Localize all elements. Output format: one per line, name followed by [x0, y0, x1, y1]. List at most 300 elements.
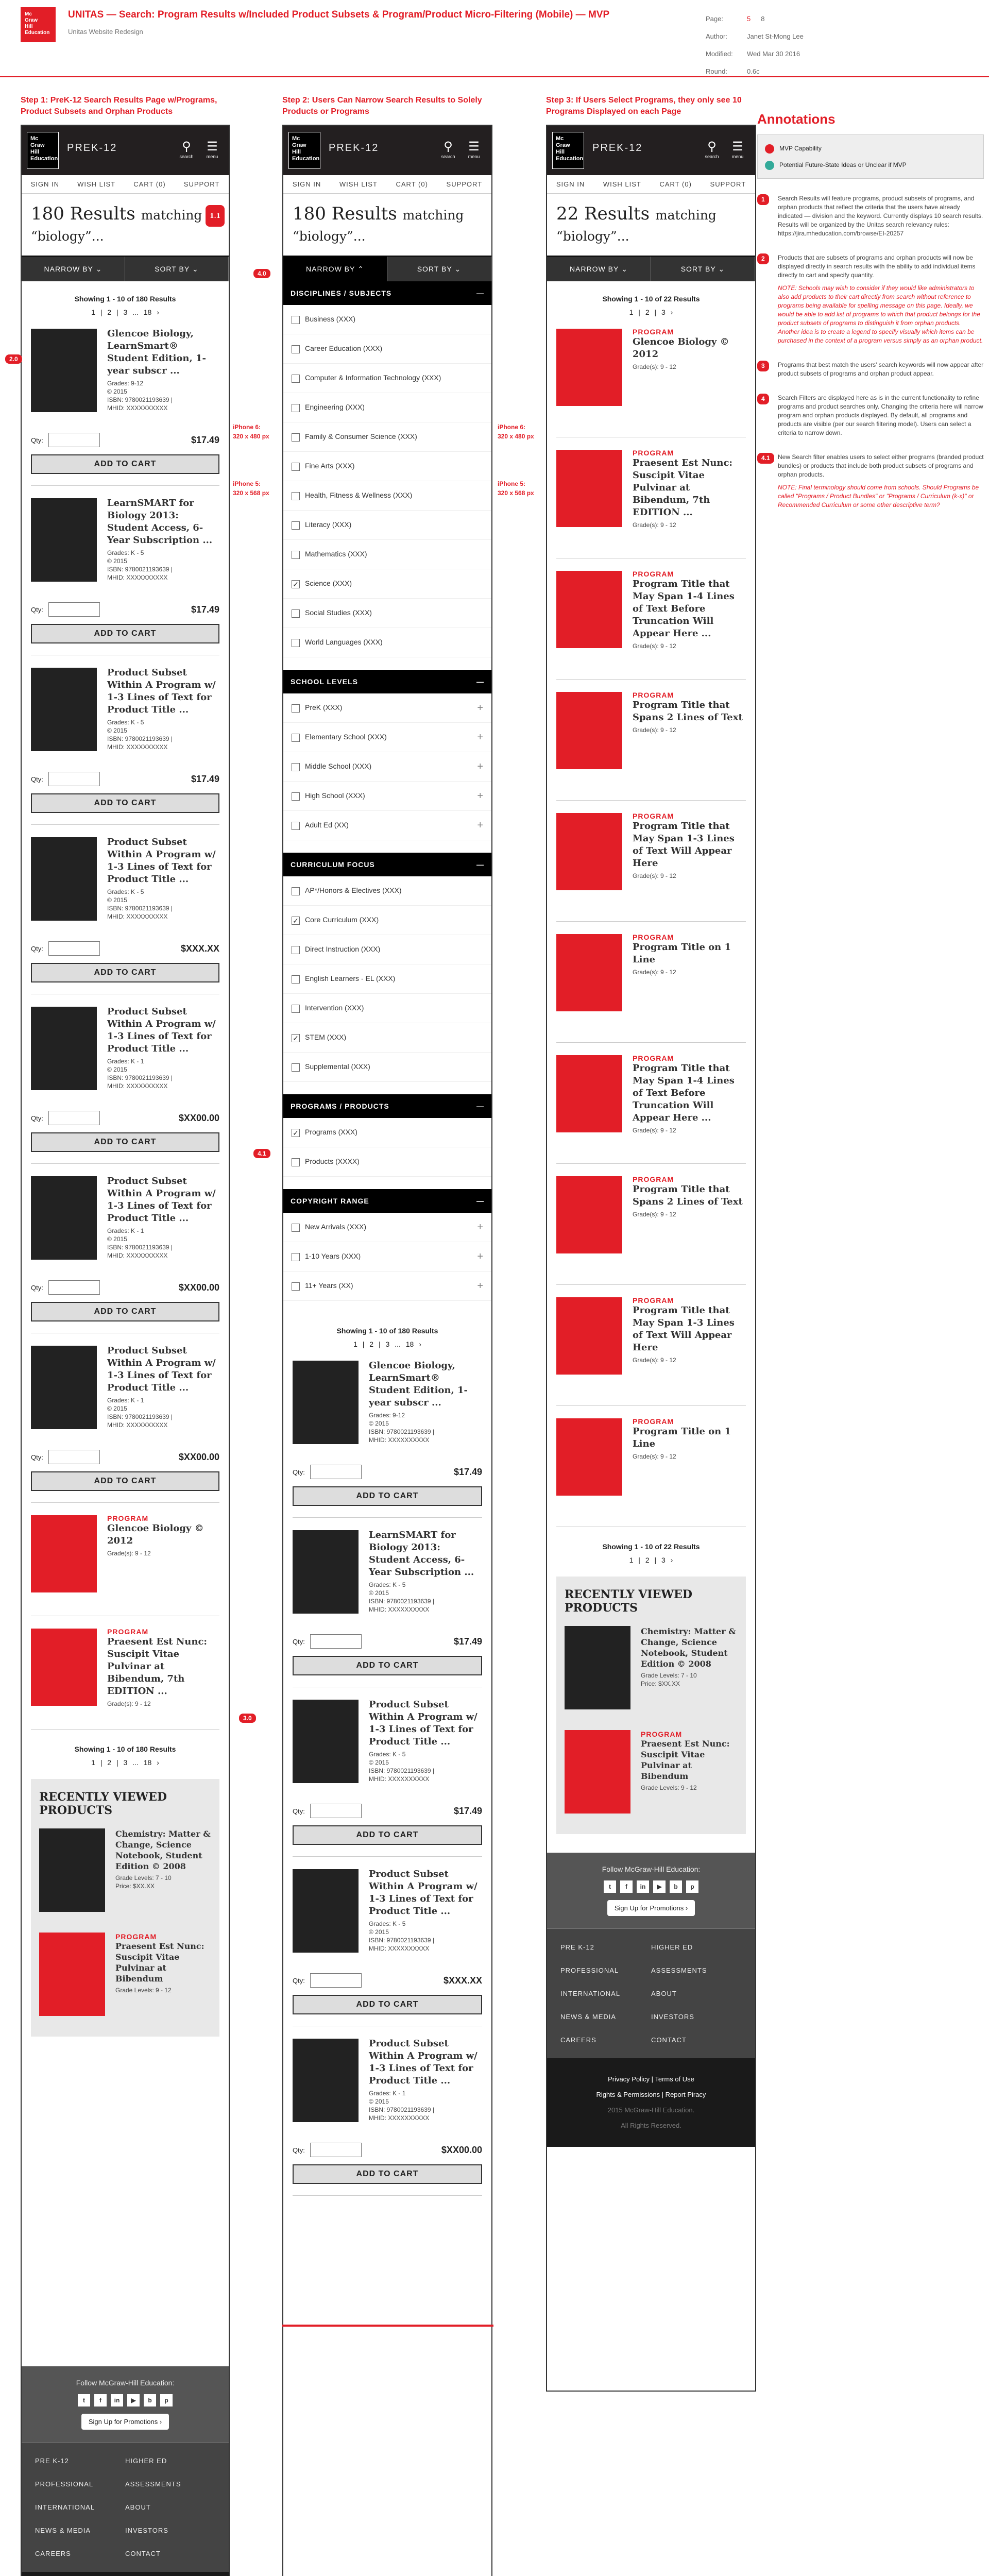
- program-title[interactable]: Program Title that Spans 2 Lines of Text: [633, 700, 743, 723]
- add-to-cart-button[interactable]: ADD TO CART: [31, 1132, 219, 1152]
- filter-option[interactable]: [283, 599, 491, 628]
- checkbox[interactable]: [292, 463, 300, 471]
- program-thumbnail[interactable]: [556, 450, 622, 527]
- checkbox[interactable]: [292, 1253, 300, 1261]
- product-price: $XX00.00: [441, 2144, 482, 2155]
- filter-option[interactable]: [283, 481, 491, 511]
- collapse-icon[interactable]: —: [476, 1197, 484, 1205]
- footer-link[interactable]: ABOUT: [651, 1990, 677, 1997]
- qty-label: Qty:: [31, 944, 43, 953]
- footer-link[interactable]: ASSESSMENTS: [651, 1967, 707, 1974]
- filter-option[interactable]: [283, 452, 491, 481]
- nav-sign-in[interactable]: SIGN IN: [556, 180, 585, 188]
- filter-option-label-wrap: [292, 462, 354, 470]
- checkbox[interactable]: [292, 375, 300, 383]
- linkedin-icon[interactable]: in: [111, 2394, 123, 2406]
- quantity-input[interactable]: [310, 2143, 362, 2157]
- privacy-terms-links[interactable]: Privacy Policy | Terms of Use: [608, 2075, 694, 2083]
- quantity-input[interactable]: [48, 433, 100, 447]
- checkbox[interactable]: [292, 1005, 300, 1013]
- product-details: Grades: K - 1 © 2015 ISBN: 9780021193639 | MHID: XXXXXXXXXX: [107, 1227, 173, 1259]
- nav-support[interactable]: SUPPORT: [183, 180, 220, 188]
- nav-sign-in[interactable]: SIGN IN: [30, 180, 59, 188]
- filter-section-header[interactable]: [283, 853, 491, 876]
- blog-icon[interactable]: b: [670, 1880, 682, 1893]
- collapse-icon[interactable]: —: [476, 289, 484, 297]
- program-item: [556, 1043, 746, 1164]
- rights-piracy-links[interactable]: Rights & Permissions | Report Piracy: [596, 2091, 706, 2098]
- program-title[interactable]: Program Title on 1 Line: [633, 942, 731, 965]
- collapse-icon[interactable]: —: [476, 1102, 484, 1110]
- menu-icon[interactable]: ☰ menu: [202, 139, 223, 159]
- filter-option[interactable]: [283, 364, 491, 393]
- pagination[interactable]: 1 | 2 | 3 ... 18 ›: [91, 308, 159, 316]
- promotions-signup-button[interactable]: Sign Up for Promotions ›: [81, 2414, 169, 2430]
- product-thumbnail[interactable]: [31, 1007, 97, 1090]
- product-title[interactable]: Glencoe Biology, LearnSmart® Student Edition, 1-year subscr ...: [369, 1360, 468, 1408]
- footer-link[interactable]: PRE K-12: [35, 2457, 69, 2465]
- filter-spacer: [283, 1301, 491, 1313]
- footer-link[interactable]: HIGHER ED: [125, 2457, 167, 2465]
- program-title[interactable]: Program Title that Spans 2 Lines of Text: [633, 1184, 743, 1207]
- program-thumbnail[interactable]: [31, 1629, 97, 1706]
- qty-label: Qty:: [31, 1114, 43, 1122]
- add-to-cart-button[interactable]: ADD TO CART: [293, 1656, 482, 1675]
- annotation-number: 4.1: [757, 453, 774, 464]
- program-title[interactable]: Program Title on 1 Line: [633, 1426, 731, 1449]
- recent-thumbnail[interactable]: [39, 1933, 105, 2016]
- footer-link[interactable]: CONTACT: [651, 2036, 687, 2044]
- facebook-icon[interactable]: f: [94, 2394, 107, 2406]
- add-to-cart-button[interactable]: ADD TO CART: [293, 1486, 482, 1506]
- nav-cart[interactable]: CART (0): [396, 180, 428, 188]
- product-thumbnail[interactable]: [31, 837, 97, 921]
- checkbox[interactable]: [292, 1063, 300, 1072]
- narrow-by-button[interactable]: [22, 257, 125, 281]
- program-item: [556, 1406, 746, 1527]
- filter-option-label: 11+ Years (XX): [305, 1281, 353, 1290]
- pagination[interactable]: 1 | 2 | 3 ... 18 ›: [353, 1340, 421, 1348]
- checkbox[interactable]: [292, 887, 300, 895]
- collapse-icon[interactable]: —: [476, 677, 484, 686]
- checkbox[interactable]: [292, 492, 300, 500]
- program-title[interactable]: Praesent Est Nunc: Suscipit Vitae Pulvinar at Bibendum, 7th EDITION ...: [633, 457, 733, 518]
- expand-plus-icon[interactable]: +: [477, 1221, 483, 1233]
- nav-cart[interactable]: CART (0): [659, 180, 692, 188]
- filter-option[interactable]: [283, 906, 491, 935]
- quantity-input[interactable]: [48, 602, 100, 617]
- footer-link[interactable]: INTERNATIONAL: [35, 2503, 95, 2511]
- checkbox[interactable]: [292, 763, 300, 771]
- program-thumbnail[interactable]: [556, 1176, 622, 1253]
- expand-plus-icon[interactable]: +: [477, 1250, 483, 1262]
- program-thumbnail[interactable]: [31, 1515, 97, 1592]
- narrow-by-button[interactable]: [547, 257, 651, 281]
- program-thumbnail[interactable]: [556, 692, 622, 769]
- checkbox[interactable]: [292, 1282, 300, 1291]
- results-query: “biology”...: [293, 229, 366, 244]
- filter-option-label-wrap: [292, 974, 395, 983]
- recent-item: [39, 1933, 211, 2025]
- expand-plus-icon[interactable]: +: [477, 731, 483, 743]
- filter-option[interactable]: [283, 393, 491, 422]
- product-thumbnail[interactable]: [293, 1869, 359, 1953]
- checkbox[interactable]: [292, 639, 300, 647]
- filter-option[interactable]: [283, 964, 491, 994]
- nav-wish-list[interactable]: WISH LIST: [603, 180, 641, 188]
- quantity-input[interactable]: [310, 1634, 362, 1649]
- footer-link[interactable]: PRE K-12: [560, 1943, 594, 1951]
- product-thumbnail[interactable]: [31, 1176, 97, 1260]
- linkedin-icon[interactable]: in: [637, 1880, 649, 1893]
- results-count: 180 Results: [293, 204, 397, 224]
- filter-option-label-wrap: [292, 886, 402, 895]
- pagination[interactable]: 1 | 2 | 3 ›: [629, 308, 673, 316]
- footer-link[interactable]: ASSESSMENTS: [125, 2480, 181, 2488]
- add-to-cart-button[interactable]: ADD TO CART: [293, 2164, 482, 2184]
- recent-item: [39, 1828, 211, 1921]
- product-price: $XX00.00: [178, 1112, 219, 1123]
- product-details: Grades: 9-12 © 2015 ISBN: 9780021193639 | MHID: XXXXXXXXXX: [369, 1412, 434, 1444]
- filter-option[interactable]: [283, 876, 491, 906]
- pagination-bottom[interactable]: 1 | 2 | 3 ... 18 ›: [91, 1758, 159, 1767]
- iphone6-note: iPhone 6: 320 x 480 px: [233, 423, 269, 440]
- filter-option-label-wrap: [292, 1033, 346, 1042]
- product-title[interactable]: Glencoe Biology, LearnSmart® Student Edition, 1-year subscr ...: [107, 328, 207, 376]
- program-title[interactable]: Glencoe Biology © 2012: [107, 1523, 204, 1546]
- filter-section-header[interactable]: [283, 670, 491, 693]
- add-to-cart-button[interactable]: ADD TO CART: [31, 1471, 219, 1491]
- filter-option[interactable]: [283, 935, 491, 964]
- filter-option-label: Computer & Information Technology (XXX): [305, 374, 441, 382]
- filter-section-header[interactable]: [283, 1189, 491, 1213]
- filter-option-label: Family & Consumer Science (XXX): [305, 432, 417, 441]
- program-thumbnail[interactable]: [556, 934, 622, 1011]
- promotions-signup-button[interactable]: Sign Up for Promotions ›: [607, 1900, 695, 1916]
- product-thumbnail[interactable]: [31, 498, 97, 582]
- add-to-cart-button[interactable]: ADD TO CART: [293, 1825, 482, 1845]
- recent-thumbnail[interactable]: [39, 1828, 105, 1912]
- add-to-cart-button[interactable]: ADD TO CART: [31, 624, 219, 643]
- filter-option-label: Science (XXX): [305, 579, 352, 588]
- program-title[interactable]: Program Title that May Span 1-4 Lines of Text Before Truncation Will Appear Here ...: [633, 579, 735, 639]
- site-logo[interactable]: Mc Graw Hill Education: [288, 132, 320, 169]
- footer-link[interactable]: CAREERS: [35, 2550, 71, 2557]
- filter-option[interactable]: [283, 1213, 491, 1242]
- iphone5-note: iPhone 5: 320 x 568 px: [233, 480, 269, 497]
- expand-plus-icon[interactable]: +: [477, 1280, 483, 1292]
- filter-option[interactable]: [283, 1242, 491, 1272]
- expand-plus-icon[interactable]: +: [477, 760, 483, 772]
- collapse-icon[interactable]: —: [476, 860, 484, 869]
- search-icon[interactable]: ⚲ search: [438, 139, 458, 159]
- filter-option-label-wrap: [292, 1128, 357, 1137]
- blog-icon[interactable]: b: [144, 2394, 156, 2406]
- program-title[interactable]: Program Title that May Span 1-4 Lines of Text Before Truncation Will Appear Here ...: [633, 1063, 735, 1123]
- checkbox[interactable]: [292, 345, 300, 353]
- filter-option[interactable]: [283, 1118, 491, 1147]
- chevron-down-icon: ⌄: [454, 264, 462, 273]
- product-title[interactable]: LearnSMART for Biology 2013: Student Access, 6-Year Subscription ...: [107, 498, 213, 546]
- recent-title[interactable]: Chemistry: Matter & Change, Science Notebook, Student Edition © 2008: [641, 1626, 736, 1669]
- nav-wish-list[interactable]: WISH LIST: [77, 180, 116, 188]
- qty-label: Qty:: [31, 775, 43, 783]
- filter-option[interactable]: [283, 628, 491, 657]
- product-price: $17.49: [191, 773, 219, 784]
- footer-link[interactable]: HIGHER ED: [651, 1943, 693, 1951]
- filter-option[interactable]: [283, 334, 491, 364]
- quantity-input[interactable]: [48, 941, 100, 956]
- footer-link[interactable]: INVESTORS: [651, 2013, 694, 2021]
- sort-by-label: SORT BY: [417, 265, 452, 273]
- checkbox[interactable]: [292, 404, 300, 412]
- filter-option[interactable]: [283, 782, 491, 811]
- qty-label: Qty:: [293, 1637, 305, 1646]
- add-to-cart-button[interactable]: ADD TO CART: [31, 1302, 219, 1321]
- checkbox[interactable]: [292, 433, 300, 442]
- nav-support[interactable]: SUPPORT: [446, 180, 483, 188]
- pinterest-icon[interactable]: p: [686, 1880, 698, 1893]
- program-title[interactable]: Praesent Est Nunc: Suscipit Vitae Pulvinar at Bibendum, 7th EDITION ...: [107, 1636, 208, 1697]
- recent-details: Grade Levels: 7 - 10 Price: $XX.XX: [641, 1672, 697, 1687]
- footer-links: [547, 1929, 755, 2058]
- search-label: search: [441, 154, 455, 159]
- footer-link[interactable]: NEWS & MEDIA: [560, 2013, 617, 2021]
- expand-plus-icon[interactable]: +: [477, 819, 483, 831]
- badge-4-0: 4.0: [253, 269, 270, 278]
- product-title[interactable]: Product Subset Within A Program w/ 1-3 Lines of Text for Product Title ...: [107, 1176, 216, 1224]
- filter-option[interactable]: [283, 811, 491, 840]
- product-details: Grades: K - 5 © 2015 ISBN: 9780021193639 | MHID: XXXXXXXXXX: [107, 549, 173, 581]
- product-title[interactable]: Product Subset Within A Program w/ 1-3 Lines of Text for Product Title ...: [107, 837, 216, 885]
- quantity-input[interactable]: [310, 1973, 362, 1988]
- product-thumbnail[interactable]: [293, 1361, 359, 1444]
- filter-option-label: Intervention (XXX): [305, 1004, 364, 1012]
- footer-link[interactable]: ABOUT: [125, 2503, 151, 2511]
- filter-section-header[interactable]: [283, 281, 491, 305]
- page-label: Page:: [706, 15, 723, 23]
- filter-option-label-wrap: [292, 1062, 370, 1071]
- checkbox[interactable]: ✓: [292, 1034, 300, 1042]
- sort-by-button[interactable]: [651, 257, 755, 281]
- add-to-cart-button[interactable]: ADD TO CART: [293, 1995, 482, 2014]
- product-item: [293, 2026, 482, 2196]
- youtube-icon[interactable]: ▶: [653, 1880, 666, 1893]
- recently-viewed-title: RECENTLY VIEWED PRODUCTS: [39, 1790, 167, 1817]
- product-title[interactable]: Product Subset Within A Program w/ 1-3 Lines of Text for Product Title ...: [369, 1869, 478, 1917]
- results-query: “biology”...: [556, 229, 629, 244]
- product-title[interactable]: Product Subset Within A Program w/ 1-3 Lines of Text for Product Title ...: [369, 2038, 478, 2086]
- add-to-cart-button[interactable]: ADD TO CART: [31, 963, 219, 982]
- round-label: Round:: [706, 67, 727, 75]
- filter-option-label: English Learners - EL (XXX): [305, 974, 396, 983]
- nav-support[interactable]: SUPPORT: [710, 180, 746, 188]
- nav-cart[interactable]: CART (0): [133, 180, 166, 188]
- modified-label: Modified:: [706, 50, 733, 58]
- filter-option[interactable]: [283, 1053, 491, 1082]
- filter-option[interactable]: [283, 1023, 491, 1053]
- search-icon[interactable]: ⚲ search: [176, 139, 197, 159]
- quantity-input[interactable]: [48, 772, 100, 786]
- program-thumbnail[interactable]: [556, 571, 622, 648]
- expand-plus-icon[interactable]: +: [477, 702, 483, 714]
- program-item: [556, 1285, 746, 1406]
- program-thumbnail[interactable]: [556, 1418, 622, 1496]
- program-label: PROGRAM: [115, 1933, 157, 1941]
- site-logo[interactable]: Mc Graw Hill Education: [552, 132, 584, 169]
- showing-count: Showing 1 - 10 of 180 Results: [336, 1327, 438, 1335]
- quantity-input[interactable]: [310, 1465, 362, 1479]
- product-price: $17.49: [453, 1805, 482, 1816]
- quantity-row: [31, 433, 219, 447]
- product-thumbnail[interactable]: [293, 1700, 359, 1783]
- program-title[interactable]: Program Title that May Span 1-3 Lines of Text Will Appear Here: [633, 821, 735, 869]
- checkbox[interactable]: [292, 975, 300, 984]
- footer-link[interactable]: INVESTORS: [125, 2527, 168, 2534]
- menu-icon[interactable]: ☰ menu: [464, 139, 484, 159]
- filter-option[interactable]: [283, 569, 491, 599]
- program-list: [547, 316, 755, 1527]
- program-title[interactable]: Program Title that May Span 1-3 Lines of Text Will Appear Here: [633, 1305, 735, 1353]
- twitter-icon[interactable]: t: [604, 1880, 616, 1893]
- checkbox[interactable]: [292, 1158, 300, 1166]
- product-title[interactable]: Product Subset Within A Program w/ 1-3 Lines of Text for Product Title ...: [107, 1345, 216, 1393]
- search-label: search: [179, 154, 194, 159]
- chevron-down-icon: ⌄: [95, 264, 103, 273]
- showing-count-bottom: Showing 1 - 10 of 22 Results: [602, 1543, 700, 1551]
- add-to-cart-button[interactable]: ADD TO CART: [31, 793, 219, 813]
- product-thumbnail[interactable]: [293, 1530, 359, 1614]
- sort-by-button[interactable]: [387, 257, 491, 281]
- pagination-bottom[interactable]: 1 | 2 | 3 ›: [629, 1556, 673, 1564]
- product-title[interactable]: Product Subset Within A Program w/ 1-3 Lines of Text for Product Title ...: [369, 1699, 478, 1747]
- youtube-icon[interactable]: ▶: [127, 2394, 140, 2406]
- recent-title[interactable]: Praesent Est Nunc: Suscipit Vitae Pulvinar at Bibendum: [641, 1739, 730, 1781]
- recent-item: [565, 1730, 738, 1823]
- filter-option[interactable]: [283, 511, 491, 540]
- step-3-title: Step 3: If Users Select Programs, they only see 10 Programs Displayed on each Page: [546, 96, 742, 116]
- program-thumbnail[interactable]: [556, 1055, 622, 1132]
- checkbox[interactable]: [292, 792, 300, 801]
- sort-by-button[interactable]: [125, 257, 229, 281]
- product-title[interactable]: Product Subset Within A Program w/ 1-3 Lines of Text for Product Title ...: [107, 1006, 216, 1054]
- recent-thumbnail[interactable]: [565, 1626, 630, 1709]
- footer-link[interactable]: CAREERS: [560, 2036, 596, 2044]
- program-label: PROGRAM: [107, 1628, 149, 1636]
- site-brand: PREK-12: [329, 142, 379, 154]
- nav-wish-list[interactable]: WISH LIST: [339, 180, 378, 188]
- filter-option-label: Literacy (XXX): [305, 520, 352, 529]
- program-item: [556, 1164, 746, 1285]
- quantity-input[interactable]: [48, 1111, 100, 1125]
- program-thumbnail[interactable]: [556, 1297, 622, 1375]
- iphone6-note: iPhone 6: 320 x 480 px: [498, 423, 534, 440]
- checkbox[interactable]: [292, 609, 300, 618]
- filter-option-label: AP*/Honors & Electives (XXX): [305, 886, 402, 895]
- product-title[interactable]: Product Subset Within A Program w/ 1-3 Lines of Text for Product Title ...: [107, 667, 216, 715]
- twitter-icon[interactable]: t: [78, 2394, 90, 2406]
- results-heading: [547, 194, 755, 250]
- recent-details: Grade Levels: 9 - 12: [641, 1784, 697, 1791]
- filter-spacer: [283, 1177, 491, 1189]
- checkbox[interactable]: [292, 1224, 300, 1232]
- checkbox[interactable]: ✓: [292, 580, 300, 588]
- product-title[interactable]: LearnSMART for Biology 2013: Student Access, 6-Year Subscription ...: [369, 1530, 474, 1578]
- menu-icon[interactable]: ☰ menu: [727, 139, 748, 159]
- footer-link[interactable]: NEWS & MEDIA: [35, 2527, 91, 2534]
- checkbox[interactable]: ✓: [292, 917, 300, 925]
- footer-link[interactable]: CONTACT: [125, 2550, 161, 2557]
- checkbox[interactable]: [292, 551, 300, 559]
- program-grades: Grade(s): 9 - 12: [633, 1127, 676, 1134]
- filter-option[interactable]: [283, 422, 491, 452]
- recent-title[interactable]: Chemistry: Matter & Change, Science Notebook, Student Edition © 2008: [115, 1829, 211, 1871]
- footer-link[interactable]: PROFESSIONAL: [560, 1967, 619, 1974]
- search-icon[interactable]: ⚲ search: [702, 139, 722, 159]
- filter-option[interactable]: [283, 723, 491, 752]
- add-to-cart-button[interactable]: ADD TO CART: [31, 454, 219, 474]
- nav-sign-in[interactable]: SIGN IN: [292, 180, 321, 188]
- narrow-by-button[interactable]: [283, 257, 387, 281]
- checkbox[interactable]: [292, 704, 300, 713]
- filter-option[interactable]: [283, 994, 491, 1023]
- recent-title[interactable]: Praesent Est Nunc: Suscipit Vitae Pulvinar at Bibendum: [115, 1941, 204, 1984]
- recently-viewed: [31, 1779, 219, 2037]
- program-thumbnail[interactable]: [556, 329, 622, 406]
- recently-viewed: [556, 1577, 746, 1834]
- recent-thumbnail[interactable]: [565, 1730, 630, 1814]
- product-thumbnail[interactable]: [31, 329, 97, 412]
- quantity-input[interactable]: [48, 1280, 100, 1295]
- filter-section-header[interactable]: [283, 1094, 491, 1118]
- badge-3-0: 3.0: [239, 1714, 256, 1723]
- quantity-input[interactable]: [48, 1450, 100, 1464]
- filter-option[interactable]: [283, 752, 491, 782]
- filter-option[interactable]: [283, 540, 491, 569]
- program-grades: Grade(s): 9 - 12: [633, 1357, 676, 1364]
- checkbox[interactable]: [292, 521, 300, 530]
- checkbox[interactable]: [292, 946, 300, 954]
- annotation-item: [757, 394, 984, 437]
- facebook-icon[interactable]: f: [620, 1880, 633, 1893]
- pinterest-icon[interactable]: p: [160, 2394, 173, 2406]
- checkbox[interactable]: ✓: [292, 1129, 300, 1137]
- product-thumbnail[interactable]: [31, 668, 97, 751]
- site-logo[interactable]: Mc Graw Hill Education: [27, 132, 59, 169]
- checkbox[interactable]: [292, 822, 300, 830]
- footer-link[interactable]: PROFESSIONAL: [35, 2480, 94, 2488]
- footer-follow: [22, 2366, 229, 2443]
- program-item: [556, 316, 746, 437]
- filter-option[interactable]: [283, 1272, 491, 1301]
- page-value: 5: [747, 15, 751, 23]
- product-thumbnail[interactable]: [293, 2039, 359, 2122]
- filter-option[interactable]: [283, 1147, 491, 1177]
- product-thumbnail[interactable]: [31, 1346, 97, 1429]
- footer-link[interactable]: INTERNATIONAL: [560, 1990, 621, 1997]
- step-2-title: Step 2: Users Can Narrow Search Results to Solely Products or Programs: [282, 96, 482, 116]
- program-title[interactable]: Glencoe Biology © 2012: [633, 336, 729, 360]
- program-thumbnail[interactable]: [556, 813, 622, 890]
- menu-label: menu: [468, 154, 480, 159]
- quantity-input[interactable]: [310, 1804, 362, 1818]
- expand-plus-icon[interactable]: +: [477, 790, 483, 802]
- filter-option[interactable]: [283, 693, 491, 723]
- filter-option[interactable]: [283, 305, 491, 334]
- product-details: Grades: 9-12 © 2015 ISBN: 9780021193639 | MHID: XXXXXXXXXX: [107, 380, 173, 412]
- checkbox[interactable]: [292, 316, 300, 324]
- checkbox[interactable]: [292, 734, 300, 742]
